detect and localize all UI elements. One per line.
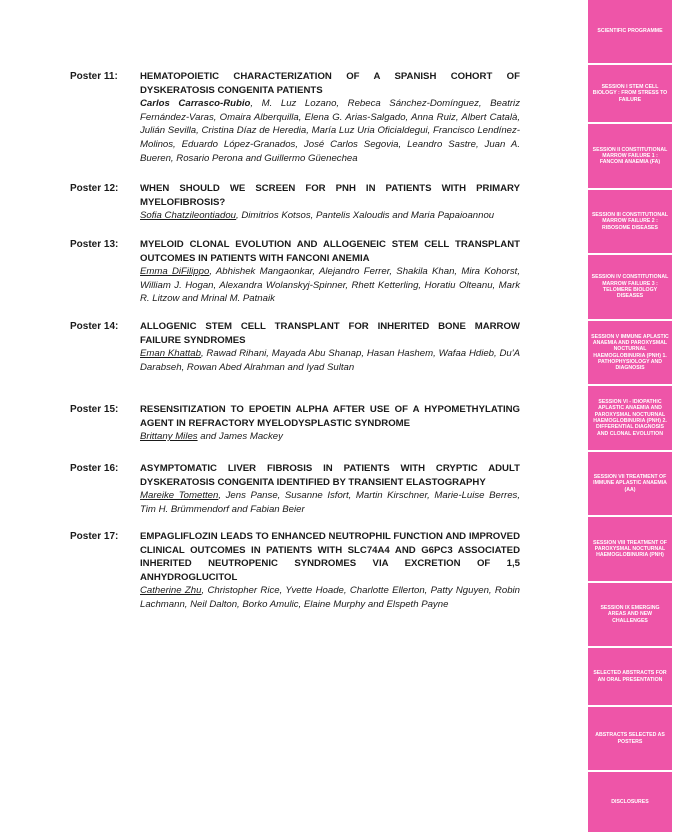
poster-authors	[140, 584, 520, 611]
sidebar-item-oral-abstracts[interactable]	[588, 648, 672, 705]
sidebar-item-session-2[interactable]	[588, 124, 672, 188]
poster-label: Poster 16:	[70, 463, 119, 474]
sidebar-item-label: SESSION II CONSTITUTIONAL MARROW FAILURE 1 : FANCONI ANAEMIA (FA)	[592, 146, 668, 166]
poster-label: Poster 11:	[70, 71, 118, 82]
poster-authors	[140, 430, 520, 444]
sidebar-item-label: SESSION VII TREATMENT OF IMMUNE APLASTIC ANAEMIA (AA)	[593, 474, 667, 493]
sidebar-item-label: SESSION I STEM CELL BIOLOGY : FROM STRESS TO FAILURE	[592, 84, 668, 103]
poster-authors	[140, 97, 520, 165]
sidebar-item-label: SESSION VI - IDIOPATHIC APLASTIC ANAEMIA AND PAROXYSMAL NOCTURNAL HAEMOGLOBINURIA (PNH) 2. DIFFERENTIAL DIAGNOSIS AND CLONAL EVOLUTION	[593, 399, 667, 437]
poster-label: Poster 15:	[70, 404, 119, 415]
poster-coauthors: , Dimitrios Kotsos, Pantelis Xaloudis and Maria Papaioannou	[236, 210, 495, 222]
poster-title: EMPAGLIFLOZIN LEADS TO ENHANCED NEUTROPHIL FUNCTION AND IMPROVED CLINICAL OUTCOMES IN PATIENTS WITH SLC74A4 AND G6PC3 ASSOCIATED INHERITED NEUTROPENIC SYNDROMES VIA EXCRETION OF 1,5 ANHYDROGLUCITOL	[140, 531, 520, 583]
sidebar-item-label: SESSION III CONSTITUTIONAL MARROW FAILURE 2 : RIBOSOME DISEASES	[591, 212, 669, 231]
poster-authors	[140, 209, 520, 223]
poster-presenter: Mareike Tometten	[140, 490, 219, 502]
sidebar-item-label: SESSION V IMMUNE APLASTIC ANAEMIA AND PAROXYSMAL NOCTURNAL HAEMOGLOBINURIA (PNH) 1. PATHOPHYSIOLOGY AND DIAGNOSIS	[591, 333, 669, 372]
poster-entry	[70, 182, 520, 238]
sidebar-item-session-9[interactable]	[588, 583, 672, 646]
poster-entry	[70, 462, 520, 530]
poster-authors	[140, 489, 520, 516]
poster-presenter: Carlos Carrasco-Rubio	[140, 98, 251, 110]
poster-label: Poster 12:	[70, 183, 119, 194]
sidebar-item-poster-abstracts[interactable]	[588, 707, 672, 770]
poster-authors	[140, 265, 520, 306]
sidebar-item-label: SCIENTIFIC PROGRAMME	[597, 28, 663, 35]
sidebar-nav	[588, 0, 672, 832]
sidebar-item-label: DISCLOSURES	[611, 798, 649, 805]
sidebar-item-label: SESSION IX EMERGING AREAS AND NEW CHALLENGES	[600, 605, 660, 624]
poster-entry	[70, 320, 520, 403]
poster-title: HEMATOPOIETIC CHARACTERIZATION OF A SPANISH COHORT OF DYSKERATOSIS CONGENITA PATIENTS	[140, 71, 520, 96]
poster-coauthors: , Abhishek Mangaonkar, Alejandro Ferrer, Shakila Khan, Mira Kohorst, William J. Hogan, Alexandra Wolanskyj-Spinner, Rhett Ketterling, Horatiu Olteanu, Mark R. Litzow and Mrinal M. Patnaik	[140, 266, 520, 305]
sidebar-item-session-3[interactable]	[588, 190, 672, 253]
sidebar-item-label: SESSION IV CONSTITUTIONAL MARROW FAILURE 3 : TELOMERE BIOLOGY DISEASES	[591, 274, 669, 300]
poster-entry	[70, 70, 520, 182]
sidebar-item-label: ABSTRACTS SELECTED AS POSTERS	[595, 732, 665, 745]
poster-coauthors: , Rawad Rihani, Mayada Abu Shanap, Hasan Hashem, Wafaa Hdieb, Du'A Darabseh, Rowan Abed Alrahman and Iyad Sultan	[140, 348, 520, 373]
sidebar-item-session-7[interactable]	[588, 452, 672, 515]
poster-label: Poster 17:	[70, 531, 119, 542]
sidebar-item-label: SELECTED ABSTRACTS FOR AN ORAL PRESENTATION	[593, 670, 667, 683]
sidebar-item-session-5[interactable]	[588, 321, 672, 384]
poster-coauthors: , Christopher Rice, Yvette Hoade, Charlotte Ellerton, Patty Nguyen, Robin Lachmann, Neil Dalton, Borko Amulic, Elaine Murphy and Elspeth Payne	[140, 585, 520, 610]
poster-label: Poster 14:	[70, 321, 119, 332]
poster-entry	[70, 403, 520, 462]
poster-presenter: Catherine Zhu	[140, 585, 202, 597]
poster-presenter: Emma DiFilippo	[140, 266, 210, 278]
poster-presenter: Sofia Chatzileontiadou	[140, 210, 237, 222]
sidebar-item-scientific-programme[interactable]	[588, 0, 672, 63]
sidebar-item-label: SESSION VIII TREATMENT OF PAROXYSMAL NOCTURNAL HAEMOGLOBINURIA (PNH)	[593, 539, 667, 559]
sidebar-item-session-4[interactable]	[588, 255, 672, 319]
poster-title: WHEN SHOULD WE SCREEN FOR PNH IN PATIENTS WITH PRIMARY MYELOFIBROSIS?	[140, 183, 520, 208]
poster-title: MYELOID CLONAL EVOLUTION AND ALLOGENEIC STEM CELL TRANSPLANT OUTCOMES IN PATIENTS WITH FANCONI ANEMIA	[140, 239, 520, 264]
poster-coauthors: and James Mackey	[197, 431, 283, 443]
sidebar-item-session-1[interactable]	[588, 65, 672, 122]
poster-title: ALLOGENIC STEM CELL TRANSPLANT FOR INHERITED BONE MARROW FAILURE SYNDROMES	[140, 321, 520, 346]
poster-label: Poster 13:	[70, 239, 119, 250]
sidebar-item-disclosures[interactable]	[588, 772, 672, 832]
poster-list	[70, 70, 520, 620]
sidebar-item-session-8[interactable]	[588, 517, 672, 581]
sidebar-item-session-6[interactable]	[588, 386, 672, 450]
poster-entry	[70, 238, 520, 320]
poster-coauthors: , Jens Panse, Susanne Isfort, Martin Kirschner, Marie-Luise Berres, Tim H. Brümmendorf and Fabian Beier	[140, 490, 521, 515]
poster-authors	[140, 347, 520, 374]
poster-coauthors: , M. Luz Lozano, Rebeca Sánchez-Domínguez, Beatriz Fernández-Varas, Omaira Alberquilla, Elena G. Arias-Salgado, Anna Ruiz, Albert Català, Julián Sevilla, Cristina Díaz de Heredia, María Luz Uria Oficialdegui, Francisco Lendínez-Molinos, Eduardo López-Granados, José Carlos Segovia, Leandro Sastre, Juan A. Bueren, Rosario Perona and Guillermo Güenechea	[140, 98, 520, 164]
poster-title: ASYMPTOMATIC LIVER FIBROSIS IN PATIENTS WITH CRYPTIC ADULT DYSKERATOSIS CONGENITA IDENTIFIED BY TRANSIENT ELASTOGRAPHY	[140, 463, 520, 488]
poster-presenter: Eman Khattab	[140, 348, 201, 360]
poster-title: RESENSITIZATION TO EPOETIN ALPHA AFTER USE OF A HYPOMETHYLATING AGENT IN REFRACTORY MYELODYSPLASTIC SYNDROME	[140, 404, 520, 429]
poster-presenter: Brittany Miles	[140, 431, 198, 443]
poster-entry	[70, 530, 520, 620]
